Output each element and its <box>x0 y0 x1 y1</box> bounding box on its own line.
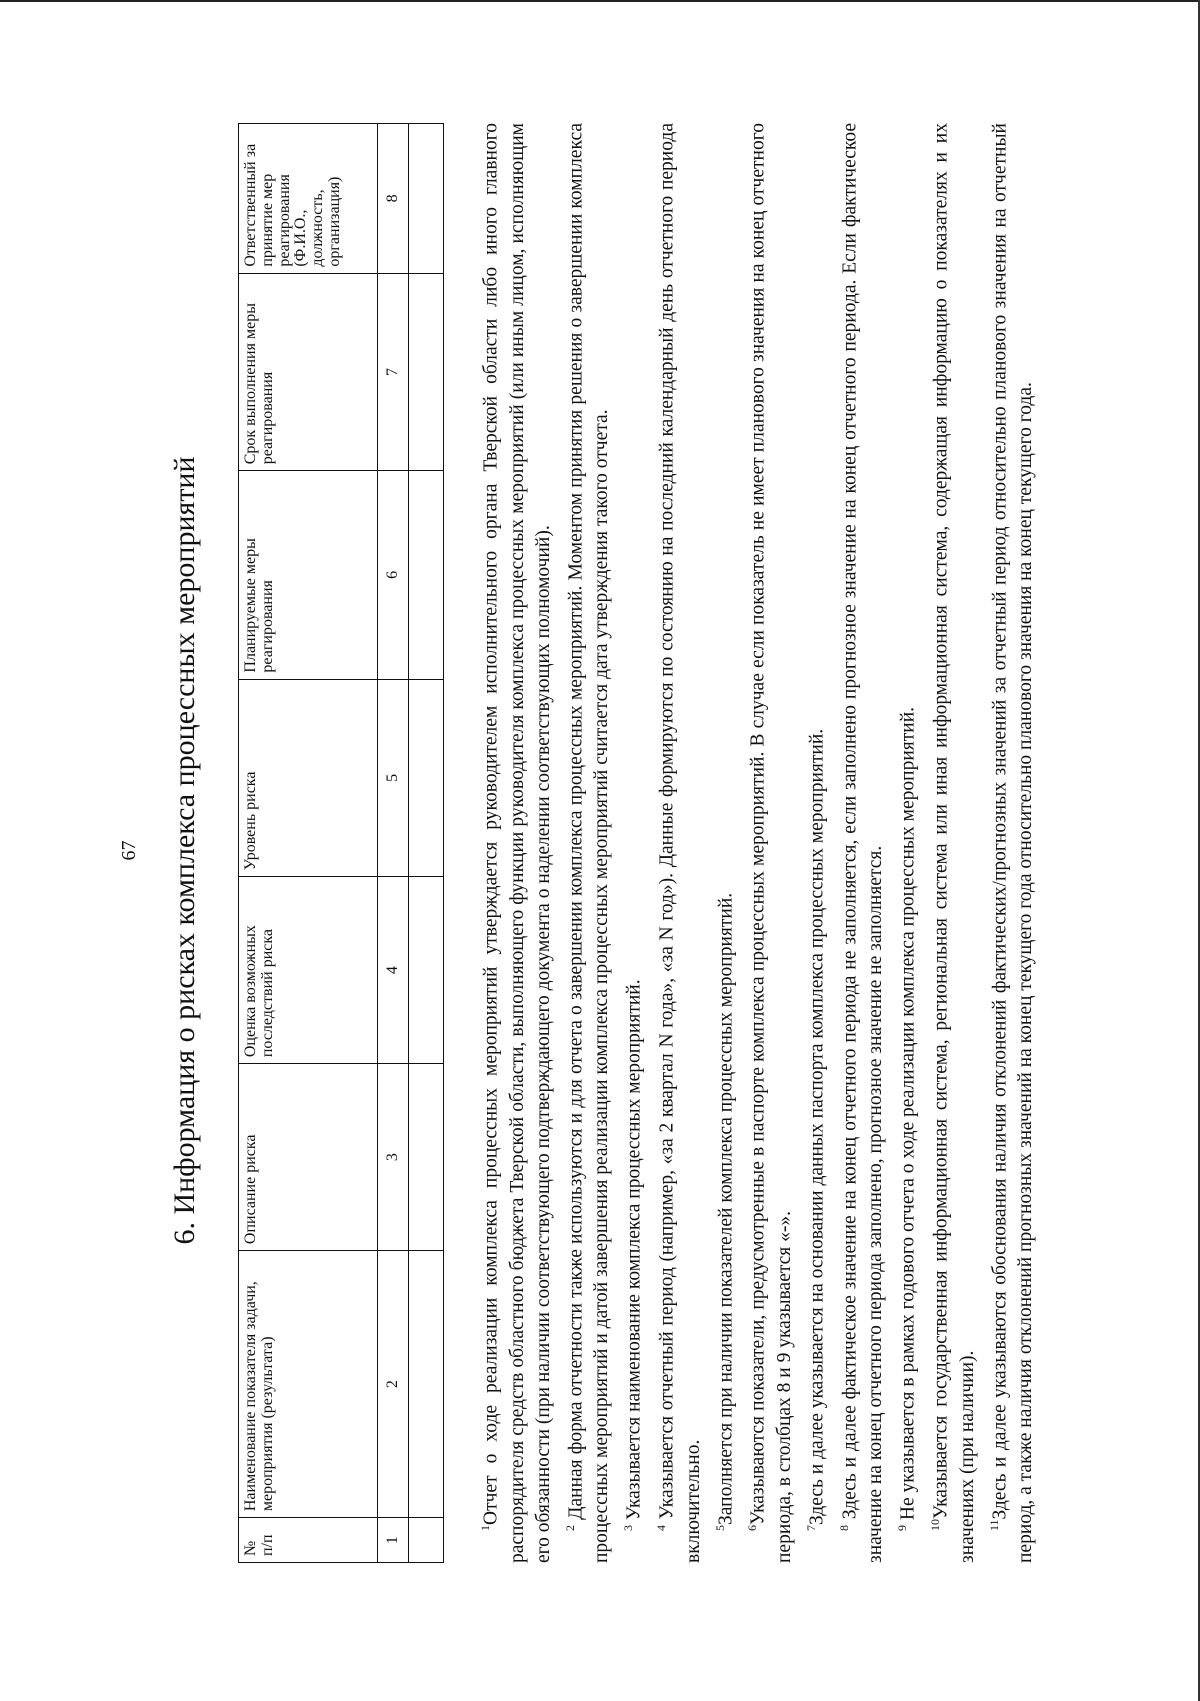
footnote-text: Данная форма отчетности также используются и для отчета о завершении комплекса процессных мероприятий. Моментом принятия решения о завершении комплекса процессных мероприятий и датой завершения реализации комплекса процессных мероприятий считается дата утверждения такого отчета. <box>565 123 613 1563</box>
footnote-text: Здесь и далее фактическое значение на конец отчетного периода не заполняется, если заполнено прогнозное значение на конец отчетного периода. Если фактическое значение на конец отчетного периода заполнено, прогнозное значение не заполняется. <box>839 122 887 1563</box>
empty-cell <box>409 679 444 877</box>
empty-cell <box>409 1251 444 1518</box>
footnote-text: Указывается отчетный период (например, «за 2 квартал N года», «за N год»). Данные формируются по состоянию на последний календарный день отчетного периода включительно. <box>656 122 704 1563</box>
column-number-cell: 4 <box>378 877 409 1064</box>
footnote-text: Здесь и далее указывается на основании данных паспорта комплекса процессных мероприятий. <box>806 728 828 1525</box>
empty-cell <box>409 1518 444 1563</box>
footnote <box>648 123 707 1563</box>
table-row-empty <box>409 124 444 1563</box>
empty-cell <box>409 877 444 1064</box>
column-number-cell: 3 <box>378 1064 409 1251</box>
footnote <box>472 123 557 1563</box>
column-number-cell: 8 <box>378 124 409 274</box>
header-cell: Ответственный за принятие мер реагирования (Ф.И.О., должность, организация) <box>239 124 378 274</box>
column-number-cell: 6 <box>378 471 409 679</box>
footnote-marker: 3 <box>621 1525 636 1531</box>
empty-cell <box>409 471 444 679</box>
footnote-text: Указывается государственная информационная система, региональная система или иная информационная система, содержащая информацию о показателях и их значениях (при наличии). <box>930 123 978 1563</box>
footnote-text: Здесь и далее указываются обоснования наличия отклонений фактических/прогнозных значений за отчетный период относительно планового значения на отчетный период, а также наличия отклонений прогнозных значений на конец текущего года относительно планового значения на конец текущего года. <box>989 123 1037 1563</box>
footnote-text: Не указывается в рамках годового отчета о ходе реализации комплекса процессных мероприятий. <box>897 706 919 1521</box>
header-cell: Срок выполнения меры реагирования <box>239 273 378 471</box>
footnote-marker: 6 <box>745 1525 760 1531</box>
footnote <box>557 123 616 1563</box>
column-number-cell: 1 <box>378 1518 409 1563</box>
header-cell: Описание риска <box>239 1064 378 1251</box>
empty-cell <box>409 124 444 274</box>
footnote <box>922 123 981 1563</box>
footnote-marker: 8 <box>836 1525 851 1531</box>
footnote <box>798 123 831 1563</box>
footnote <box>707 123 740 1563</box>
footnote <box>615 123 648 1563</box>
table-row-column-numbers <box>378 124 409 1563</box>
header-cell: Наименование показателя задачи, мероприятия (результата) <box>239 1251 378 1518</box>
header-cell: Оценка возможных последствий риска <box>239 877 378 1064</box>
footnote-marker: 4 <box>654 1525 669 1531</box>
footnote-text: Заполняется при наличии показателей комплекса процессных мероприятий. <box>715 892 737 1525</box>
footnote-marker: 5 <box>712 1525 727 1531</box>
footnote <box>889 123 922 1563</box>
risk-table <box>238 123 444 1563</box>
footnote-marker: 11 <box>986 1519 1001 1531</box>
header-cell: Уровень риска <box>239 679 378 877</box>
footnote-marker: 10 <box>927 1519 942 1531</box>
table-header-row <box>239 124 378 1563</box>
footnote-text: Отчет о ходе реализации комплекса процессных мероприятий утверждается руководителем исполнительного органа Тверской области либо иного главного распорядителя средств областного бюджета Тверской области, выполняющего функции руководителя комплекса процессных мероприятий (или иным лицом, исполняющим его обязанности (при наличии соответствующего подтверждающего документа о наделении соответствующих полномочий). <box>480 123 554 1563</box>
footnote <box>739 123 798 1563</box>
empty-cell <box>409 273 444 471</box>
column-number-cell: 5 <box>378 679 409 877</box>
footnote-marker: 1 <box>478 1525 492 1531</box>
section-title: 6. Информация о рисках комплекса процессных мероприятий <box>168 456 201 1245</box>
footnote-marker: 9 <box>895 1525 910 1531</box>
footnote-text: Указывается наименование комплекса процессных мероприятий. <box>623 979 645 1521</box>
header-cell: № п/п <box>239 1518 378 1563</box>
footnote-marker: 2 <box>562 1525 577 1531</box>
column-number-cell: 7 <box>378 273 409 471</box>
footnote <box>981 123 1040 1563</box>
footnote <box>831 123 890 1563</box>
footnote-marker: 7 <box>804 1525 819 1531</box>
page-number: 67 <box>118 840 140 861</box>
footnotes <box>472 123 1039 1563</box>
footnote-text: Указываются показатели, предусмотренные в паспорте комплекса процессных мероприятий. В случае если показатель не имеет планового значения на конец отчетного периода, в столбцах 8 и 9 указывается «-». <box>747 123 795 1563</box>
header-cell: Планируемые меры реагирования <box>239 471 378 679</box>
empty-cell <box>409 1064 444 1251</box>
column-number-cell: 2 <box>378 1251 409 1518</box>
